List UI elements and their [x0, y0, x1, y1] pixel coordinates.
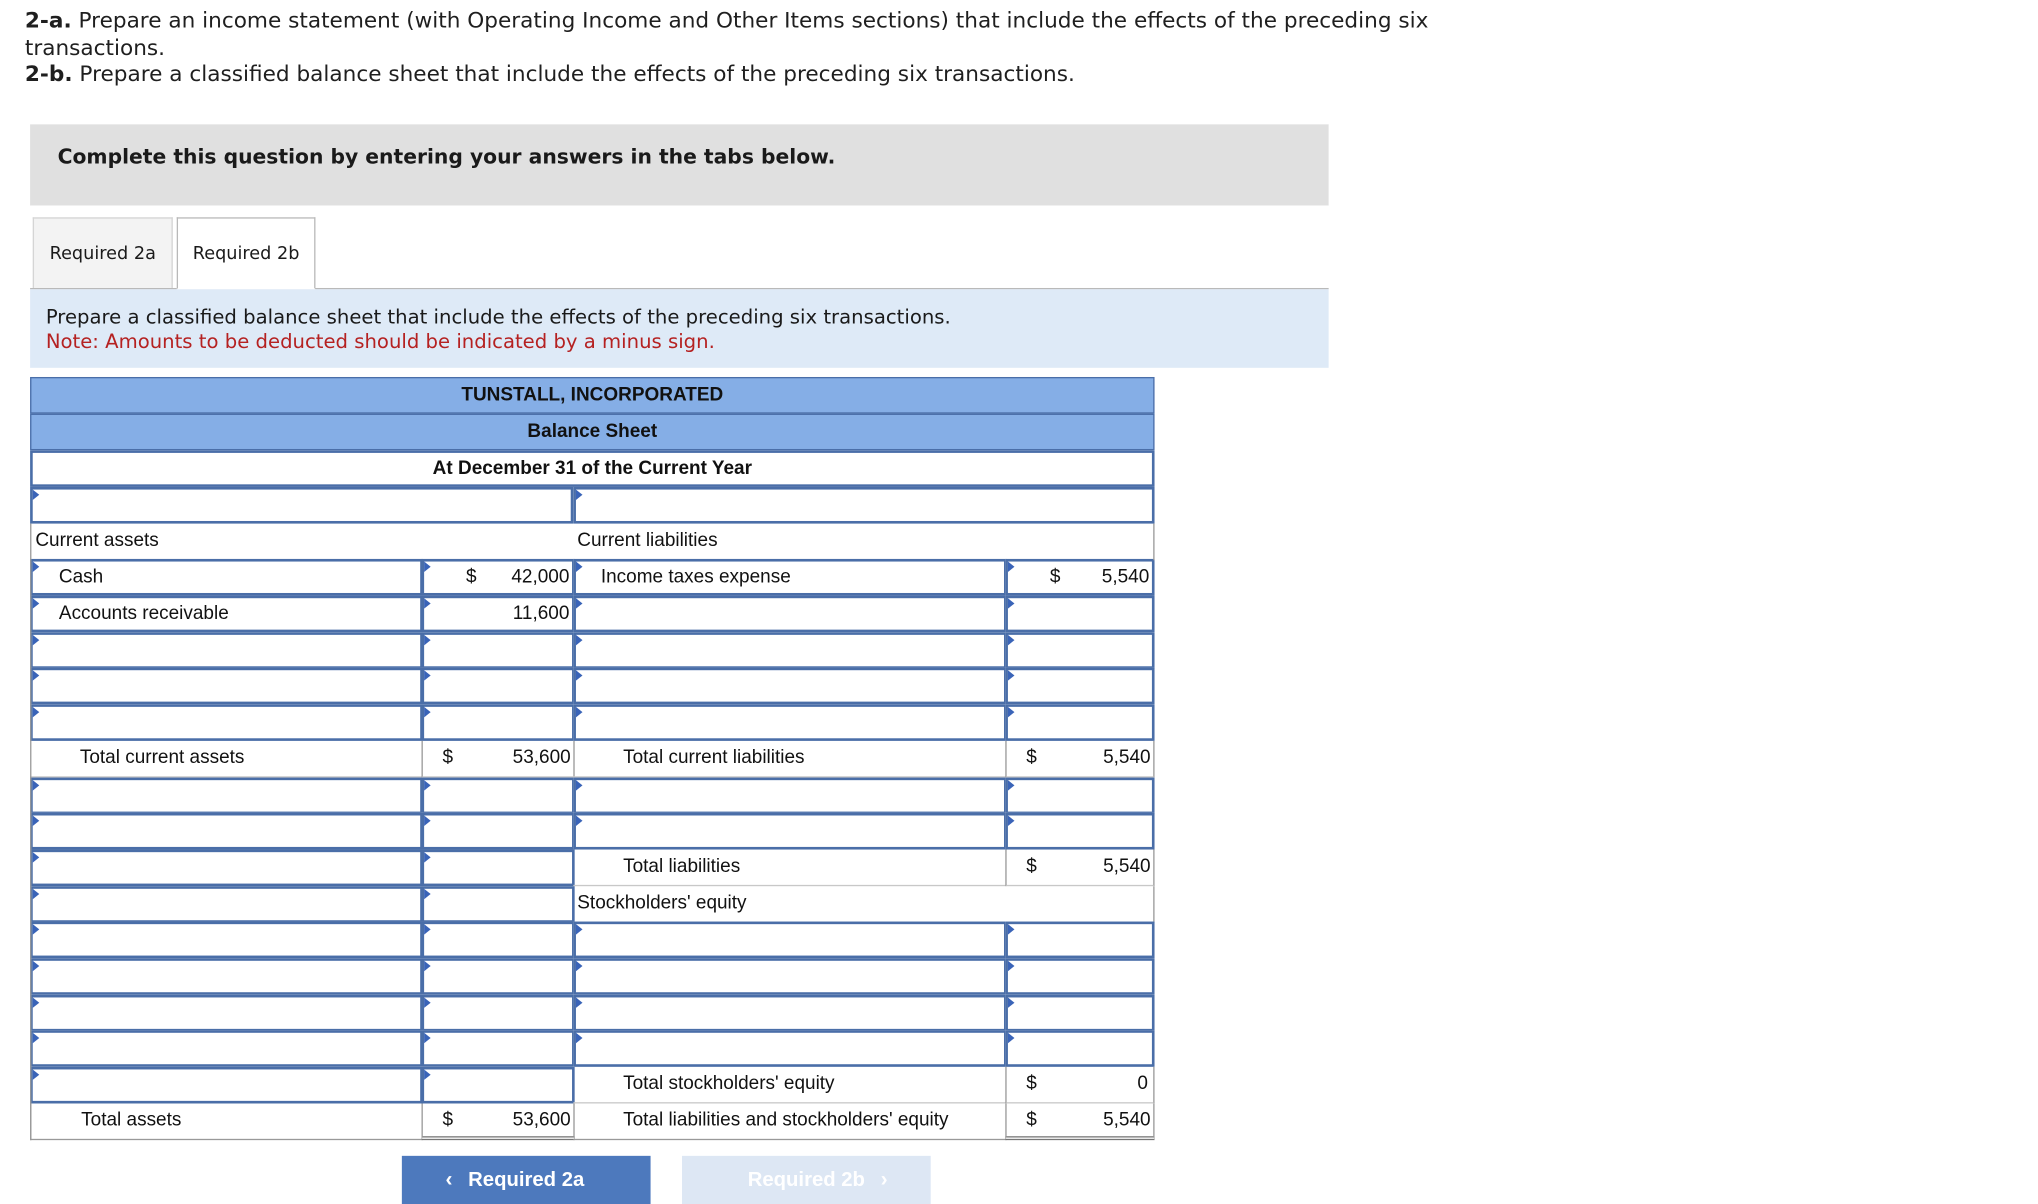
part-2a-text: Prepare an income statement (with Operating Income and Other Items sections) that include the effects of the preceding six transactions. [24, 7, 1429, 60]
total-liabilities-label: Total liabilities [573, 850, 1006, 887]
liability-label-input[interactable] [573, 778, 1006, 815]
previous-button-label: Required 2a [468, 1168, 585, 1191]
currency-symbol: $ [442, 747, 454, 769]
asset-label-input[interactable] [30, 668, 423, 705]
asset-amount-input[interactable] [421, 886, 574, 923]
equity-label-input[interactable] [573, 995, 1006, 1032]
total-liabilities-and-equity-value [1005, 1103, 1154, 1140]
currency-symbol: $ [1026, 856, 1037, 878]
asset-label-input[interactable] [30, 850, 423, 887]
liability-label-input[interactable] [573, 632, 1006, 669]
total-assets-label: Total assets [30, 1103, 423, 1140]
amount-value: 5,540 [1103, 856, 1151, 878]
asset-label-input[interactable] [30, 704, 423, 741]
tab-label: Required 2b [192, 242, 300, 264]
total-current-assets-label: Total current assets [30, 741, 423, 778]
total-stockholders-equity-label: Total stockholders' equity [573, 1067, 1006, 1104]
right-border [1153, 524, 1154, 561]
equity-label-input[interactable] [573, 958, 1006, 995]
statement-title: Balance Sheet [30, 414, 1154, 451]
total-current-liabilities-label: Total current liabilities [573, 741, 1006, 778]
asset-label-input[interactable]: Cash [30, 559, 423, 596]
asset-amount-input[interactable] [421, 704, 574, 741]
asset-amount-input[interactable] [421, 632, 574, 669]
amount-value: 5,540 [1101, 566, 1150, 588]
amount-value: 53,600 [512, 747, 571, 769]
instruction-banner [30, 124, 1329, 205]
part-2b-text: Prepare a classified balance sheet that include the effects of the preceding six transactions. [79, 61, 1075, 87]
liability-amount-input[interactable] [1005, 632, 1154, 669]
company-name: TUNSTALL, INCORPORATED [30, 377, 1154, 414]
asset-amount-input[interactable] [421, 1030, 574, 1067]
stockholders-equity-label: Stockholders' equity [573, 886, 1154, 923]
banner-text: Complete this question by entering your answers in the tabs below. [57, 145, 836, 169]
liability-amount-input[interactable] [1005, 704, 1154, 741]
asset-label-input[interactable] [30, 778, 423, 815]
tab-instructions [30, 289, 1329, 368]
amount-value: 5,540 [1103, 747, 1151, 769]
asset-label-input[interactable] [30, 922, 423, 959]
amount-value: 5,540 [1103, 1110, 1151, 1131]
question-text [25, 8, 1465, 89]
liability-label-input[interactable]: Income taxes expense [573, 559, 1006, 596]
asset-label-input[interactable] [30, 1030, 423, 1067]
asset-amount-input[interactable] [421, 596, 574, 633]
total-current-liabilities-value [1005, 741, 1154, 778]
tab-bar [30, 217, 1329, 289]
asset-amount-input[interactable] [421, 668, 574, 705]
next-tab-button[interactable] [682, 1156, 931, 1204]
equity-amount-input[interactable] [1005, 958, 1154, 995]
instruction-note: Note: Amounts to be deducted should be indicated by a minus sign. [45, 329, 715, 354]
liability-label-input[interactable] [573, 704, 1006, 741]
amount-value: 42,000 [511, 566, 570, 588]
total-stockholders-equity-value [1005, 1067, 1154, 1104]
left-border [30, 524, 31, 1141]
equity-label-input[interactable] [573, 922, 1006, 959]
asset-label-input[interactable] [30, 813, 423, 850]
asset-label-input[interactable] [30, 886, 423, 923]
previous-tab-button[interactable] [402, 1156, 651, 1204]
currency-symbol: $ [1049, 566, 1061, 588]
asset-amount-input[interactable] [421, 995, 574, 1032]
part-2a-label: 2-a. [24, 7, 72, 33]
liability-amount-input[interactable] [1005, 778, 1154, 815]
currency-symbol: $ [442, 1110, 454, 1131]
liability-amount-input[interactable] [1005, 596, 1154, 633]
total-liabilities-value [1005, 850, 1154, 887]
right-heading-input[interactable] [573, 487, 1154, 524]
tab-label: Required 2a [49, 242, 156, 264]
liability-amount-input[interactable] [1005, 668, 1154, 705]
asset-amount-input[interactable] [421, 778, 574, 815]
amount-value: 0 [1137, 1073, 1148, 1095]
total-current-assets-value [421, 741, 574, 778]
total-liabilities-and-equity-label: Total liabilities and stockholders' equity [573, 1103, 1006, 1140]
asset-label-input[interactable] [30, 632, 423, 669]
liability-label-input[interactable] [573, 596, 1006, 633]
asset-amount-input[interactable] [421, 958, 574, 995]
currency-symbol: $ [466, 566, 477, 588]
current-assets-label: Current assets [30, 524, 573, 561]
asset-label-input[interactable] [30, 958, 423, 995]
liability-label-input[interactable] [573, 813, 1006, 850]
asset-amount-input[interactable] [421, 922, 574, 959]
amount-value: 53,600 [512, 1110, 571, 1131]
tab-required-2a[interactable] [33, 217, 173, 288]
equity-amount-input[interactable] [1005, 1030, 1154, 1067]
equity-amount-input[interactable] [1005, 995, 1154, 1032]
statement-date: At December 31 of the Current Year [30, 450, 1154, 487]
equity-amount-input[interactable] [1005, 922, 1154, 959]
next-button-label: Required 2b [747, 1168, 865, 1191]
currency-symbol: $ [1026, 1073, 1037, 1095]
instruction-line: Prepare a classified balance sheet that include the effects of the preceding six transactions. [45, 304, 951, 329]
currency-symbol: $ [1026, 747, 1037, 769]
asset-label-input[interactable] [30, 1067, 423, 1104]
equity-label-input[interactable] [573, 1030, 1006, 1067]
liability-amount-input[interactable] [1005, 813, 1154, 850]
asset-amount-input[interactable] [421, 1067, 574, 1104]
currency-symbol: $ [1026, 1110, 1037, 1131]
left-heading-input[interactable] [30, 487, 573, 524]
chevron-left-icon: ‹ [445, 1168, 453, 1191]
asset-amount-input[interactable] [421, 850, 574, 887]
total-assets-value [421, 1103, 574, 1140]
chevron-right-icon: › [880, 1168, 888, 1191]
current-liabilities-label: Current liabilities [573, 524, 1154, 561]
asset-amount-input[interactable] [421, 813, 574, 850]
asset-label-input[interactable]: Accounts receivable [30, 596, 423, 633]
liability-label-input[interactable] [573, 668, 1006, 705]
tab-required-2b[interactable] [177, 217, 316, 289]
amount-value: 11,600 [512, 603, 570, 625]
asset-label-input[interactable] [30, 995, 423, 1032]
part-2b-label: 2-b. [24, 61, 73, 87]
liability-amount-input[interactable] [1005, 559, 1154, 596]
asset-amount-input[interactable] [421, 559, 574, 596]
